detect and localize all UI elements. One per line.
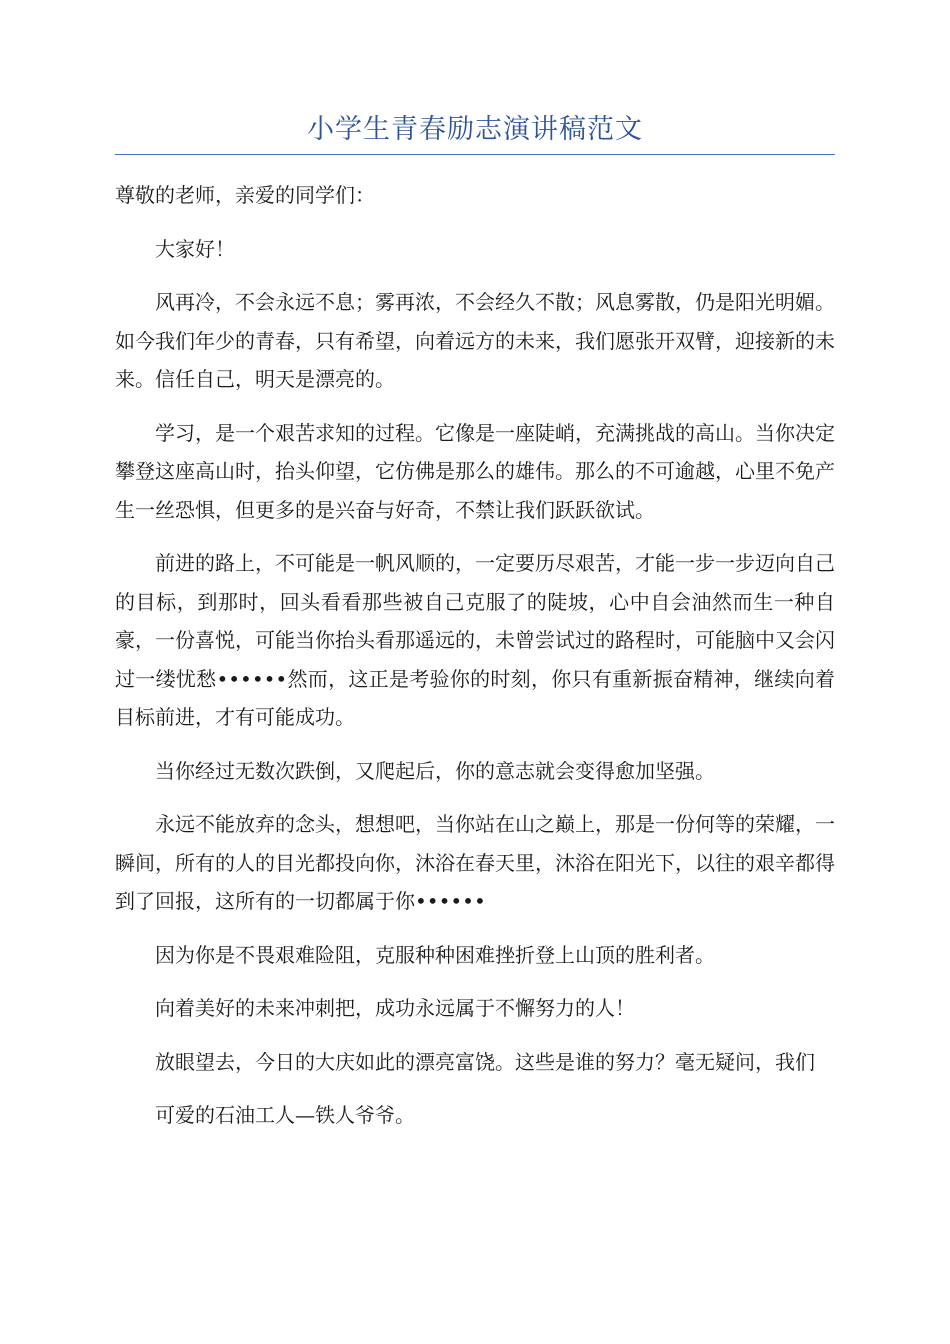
paragraph: 向着美好的未来冲刺把，成功永远属于不懈努力的人！ [155, 996, 635, 1020]
document-body [115, 176, 835, 1150]
paragraph: 前进的路上，不可能是一帆风顺的，一定要历尽艰苦，才能一步一步迈向自己的目标，到那时，回头看看那些被自己克服了的陡坡，心中自会油然而生一种自豪，一份喜悦，可能当你抬头看那遥远的，未曾尝试过的路程时，可能脑中又会闪过一缕忧愁••••••然而，这正是考验你的时刻，你只有重新振奋精神，继续向着目标前进，才有可能成功。 [115, 551, 835, 729]
paragraph: 可爱的石油工人—铁人爷爷。 [155, 1103, 415, 1127]
document-title: 小学生青春励志演讲稿范文 [307, 114, 643, 145]
title-underline [115, 154, 835, 155]
paragraph-greeting: 大家好！ [155, 236, 235, 261]
paragraph: 因为你是不畏艰难险阻，克服种种困难挫折登上山顶的胜利者。 [155, 942, 715, 967]
salutation: 尊敬的老师，亲爱的同学们： [115, 183, 375, 207]
paragraph: 放眼望去，今日的大庆如此的漂亮富饶。这些是谁的努力？毫无疑问，我们 [155, 1049, 815, 1074]
paragraph: 学习，是一个艰苦求知的过程。它像是一座陡峭，充满挑战的高山。当你决定攀登这座高山时，抬头仰望，它仿佛是那么的雄伟。那么的不可逾越，心里不免产生一丝恐惧，但更多的是兴奋与好奇，不禁让我们跃跃欲试。 [115, 420, 835, 522]
paragraph: 当你经过无数次跌倒，又爬起后，你的意志就会变得愈加坚强。 [155, 758, 715, 783]
paragraph: 永远不能放弃的念头，想想吧，当你站在山之巅上，那是一份何等的荣耀，一瞬间，所有的人的目光都投向你，沐浴在春天里，沐浴在阳光下，以往的艰辛都得到了回报，这所有的一切都属于你•••••• [115, 812, 835, 913]
paragraph: 风再冷，不会永远不息；雾再浓，不会经久不散；风息雾散，仍是阳光明媚。如今我们年少的青春，只有希望，向着远方的未来，我们愿张开双臂，迎接新的未来。信任自己，明天是漂亮的。 [115, 290, 835, 391]
